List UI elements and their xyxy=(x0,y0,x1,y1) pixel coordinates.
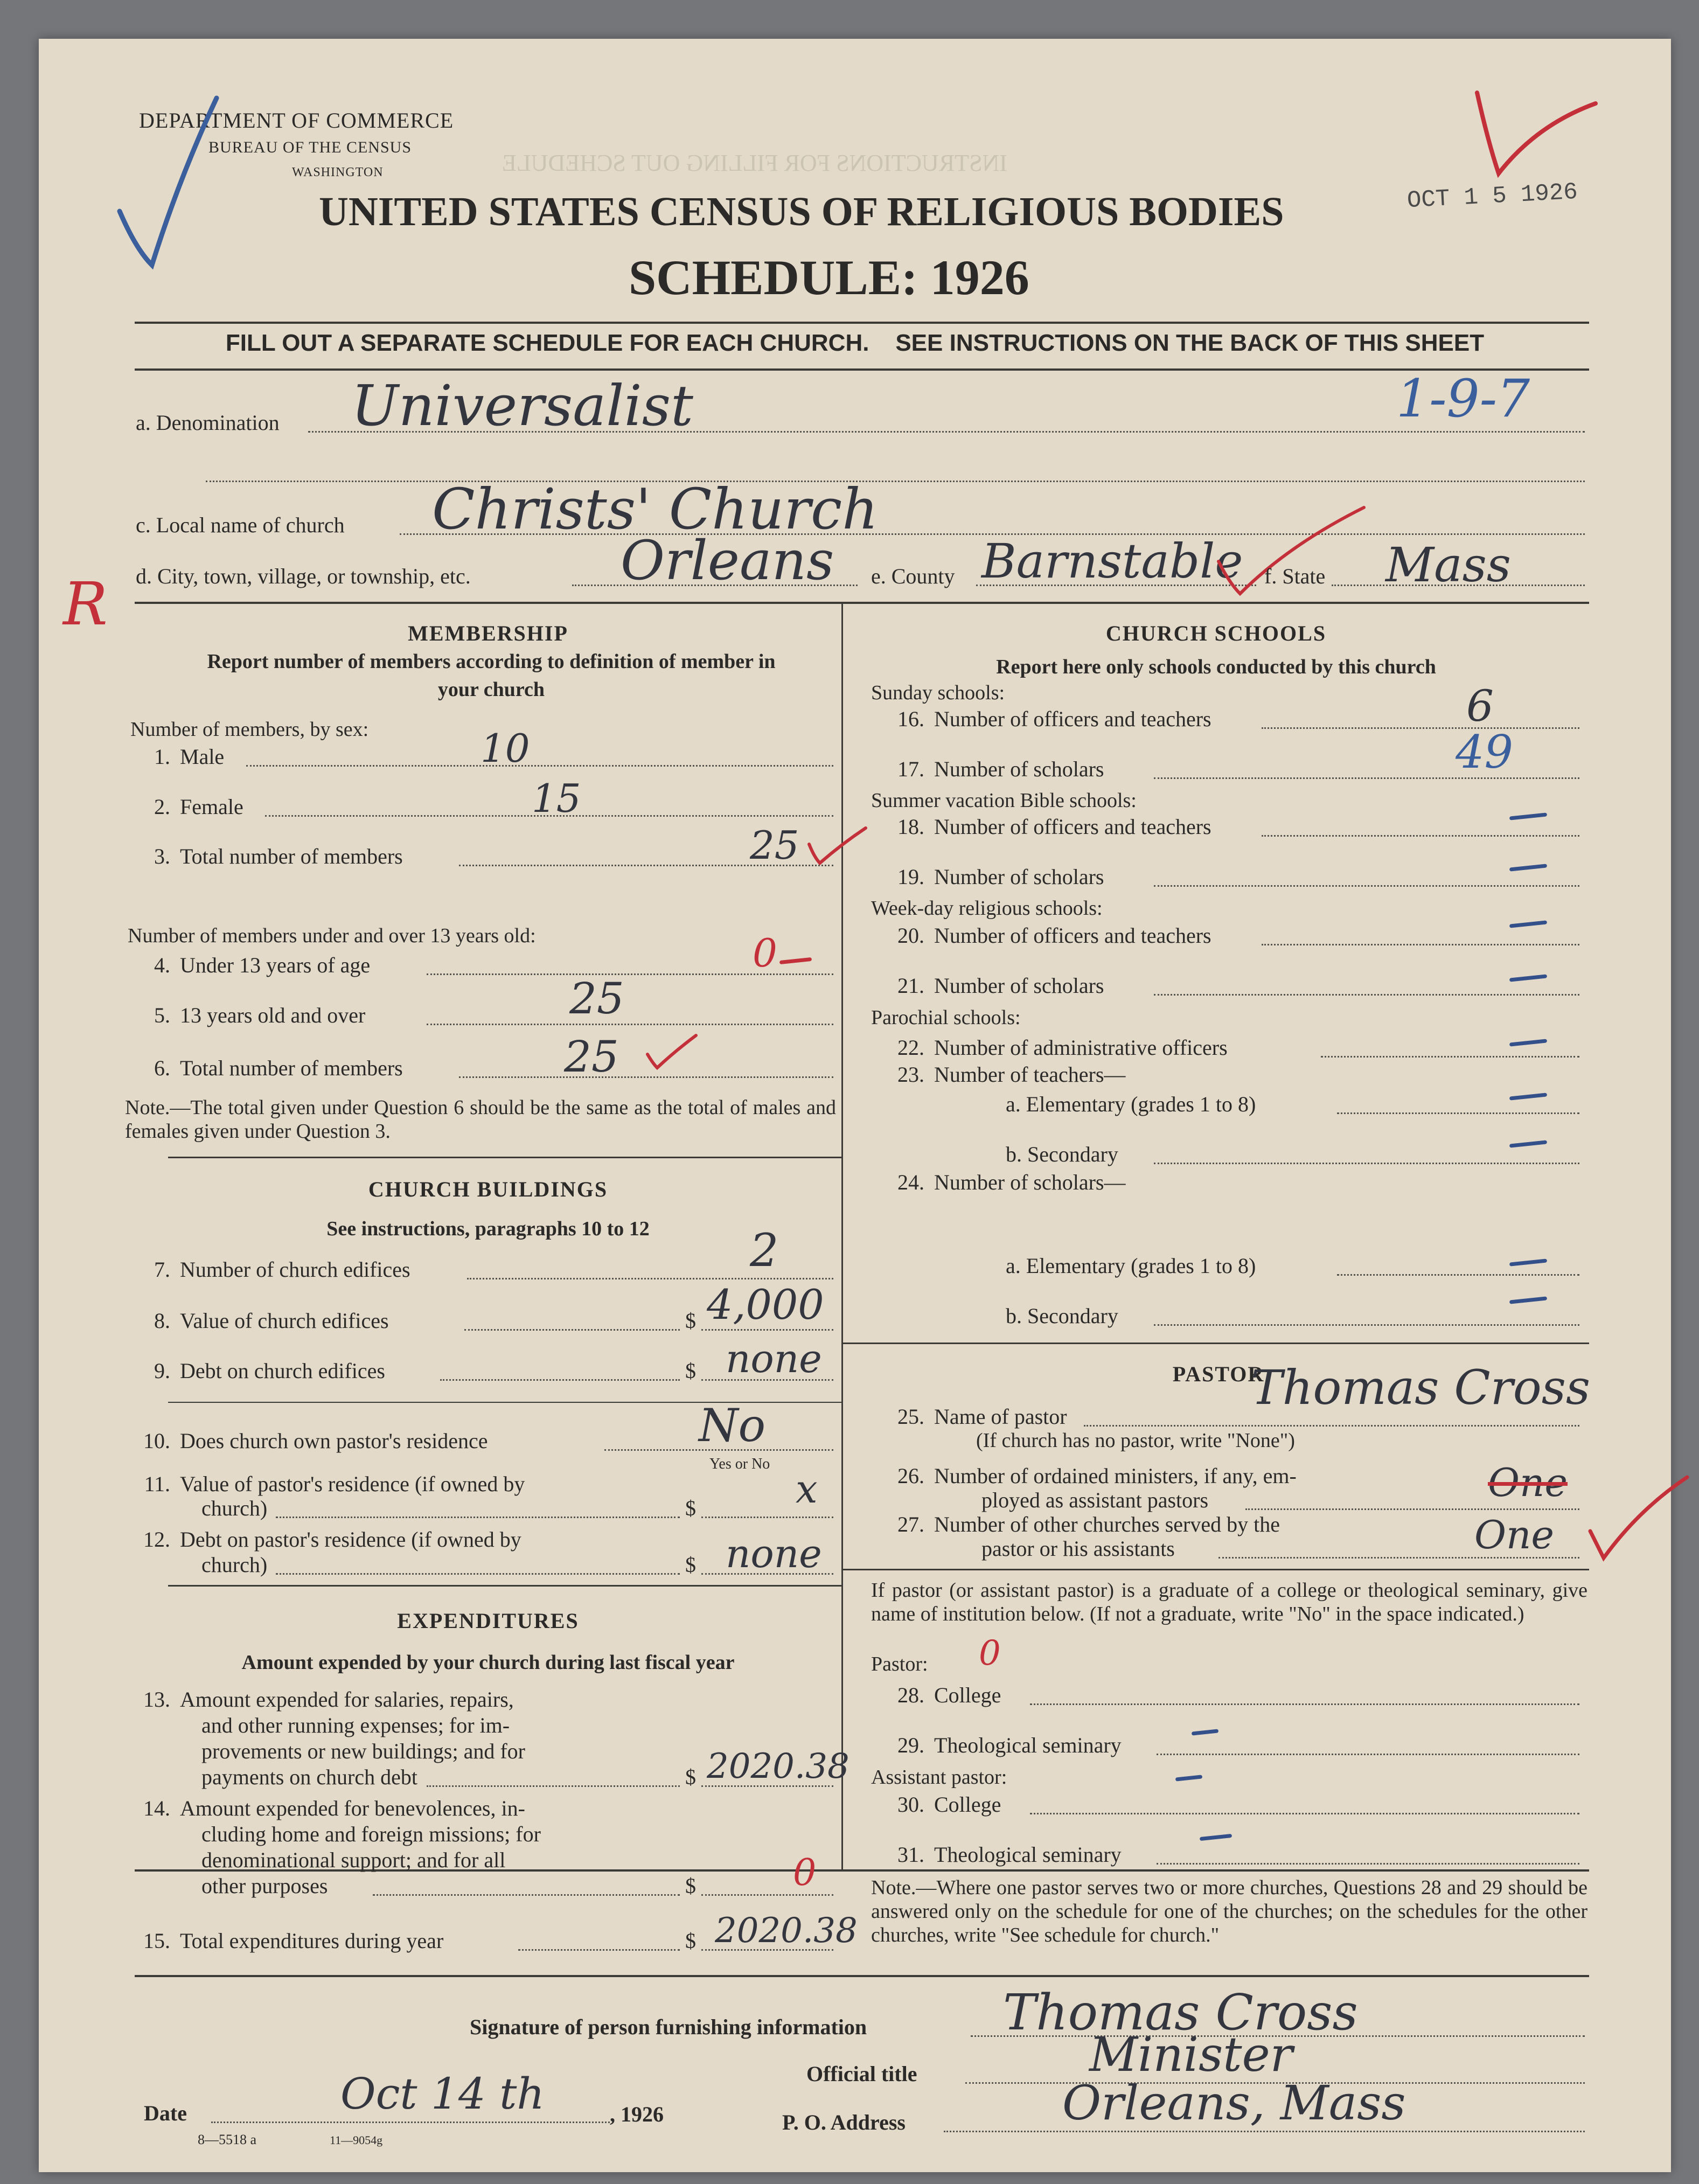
census-form-sheet xyxy=(39,39,1671,2172)
denomination-label: a. Denomination xyxy=(136,411,280,435)
q2-female-value[interactable]: 15 xyxy=(532,776,581,821)
date-line xyxy=(211,2122,610,2123)
q8-value-label: 8. Value of church edifices xyxy=(154,1309,389,1333)
form-title: UNITED STATES CENSUS OF RELIGIOUS BODIES xyxy=(319,189,1284,234)
q17-value[interactable]: 49 xyxy=(1456,726,1513,778)
yes-or-no-caption: Yes or No xyxy=(709,1456,770,1472)
q20-leader xyxy=(1262,944,1579,945)
q10-value[interactable]: No xyxy=(699,1399,766,1452)
members-by-age-heading: Number of members under and over 13 years old: xyxy=(128,924,536,947)
members-by-sex-heading: Number of members, by sex: xyxy=(130,718,369,741)
buildings-rule xyxy=(168,1585,841,1587)
q25-value[interactable]: Thomas Cross xyxy=(1251,1360,1591,1415)
q29-label: 29. Theological seminary xyxy=(897,1733,1122,1757)
pastor-title: PASTOR xyxy=(1172,1362,1265,1386)
official-title-label: Official title xyxy=(806,2062,917,2086)
q24a-dash xyxy=(1509,1258,1547,1266)
q14-label-line2: cluding home and foreign missions; for xyxy=(201,1822,541,1846)
graduate-instructions: If pastor (or assistant pastor) is a graduate of a college or theological seminary, give name of institution below. (If not a graduate, write "No" in the space indicated.) xyxy=(871,1579,1587,1625)
q29-leader xyxy=(1157,1754,1579,1755)
q31-leader xyxy=(1157,1863,1579,1865)
q24b-dash xyxy=(1509,1296,1547,1304)
q6-total-label: 6. Total number of members xyxy=(154,1056,403,1080)
separate-schedule-instruction: FILL OUT A SEPARATE SCHEDULE FOR EACH CHURCH. SEE INSTRUCTIONS ON THE BACK OF THIS SHEET xyxy=(225,330,1485,356)
q14-value[interactable]: 0 xyxy=(793,1852,817,1894)
expenditures-subtitle: Amount expended by your church during last fiscal year xyxy=(241,1651,735,1674)
q13-leader xyxy=(427,1785,680,1787)
received-date-stamp: OCT 1 5 1926 xyxy=(1406,178,1578,215)
footer-rule xyxy=(135,1975,1589,1977)
q22-leader xyxy=(1321,1056,1579,1058)
q19-dash xyxy=(1509,864,1547,871)
buildings-subtitle: See instructions, paragraphs 10 to 12 xyxy=(326,1218,650,1240)
q7-edifices-label: 7. Number of church edifices xyxy=(154,1257,410,1282)
q6-red-check-icon xyxy=(642,1030,701,1073)
q24a-label: a. Elementary (grades 1 to 8) xyxy=(1006,1254,1256,1278)
q31-label: 31. Theological seminary xyxy=(897,1842,1122,1867)
q13-dollar-sign: $ xyxy=(685,1765,696,1789)
q2-female-label: 2. Female xyxy=(154,795,243,819)
date-value[interactable]: Oct 14 th xyxy=(340,2069,545,2119)
schools-subtitle: Report here only schools conducted by this church xyxy=(996,656,1436,678)
q13-label-line4: payments on church debt xyxy=(201,1765,417,1789)
print-number: 11—9054g xyxy=(330,2133,383,2147)
q21-dash xyxy=(1509,974,1547,982)
q25-leader xyxy=(1084,1425,1579,1427)
q3-total-label: 3. Total number of members xyxy=(154,844,403,868)
q20-dash xyxy=(1509,920,1547,928)
sunday-schools-heading: Sunday schools: xyxy=(871,681,1005,704)
q5-over13-label: 5. 13 years old and over xyxy=(154,1003,366,1027)
q14-label-line4: other purposes xyxy=(201,1874,328,1898)
q19-label: 19. Number of scholars xyxy=(897,865,1104,889)
q13-label-line2: and other running expenses; for im- xyxy=(201,1713,510,1737)
q23a-dash xyxy=(1509,1093,1547,1100)
q23a-label: a. Elementary (grades 1 to 8) xyxy=(1006,1092,1256,1116)
buildings-title: CHURCH BUILDINGS xyxy=(368,1177,608,1201)
q14-label-line3: denominational support; and for all xyxy=(201,1848,506,1872)
pastor-subheading: Pastor: xyxy=(871,1653,928,1675)
form-number: 8—5518 a xyxy=(198,2132,257,2147)
q12-label-cont: church) xyxy=(201,1553,268,1577)
q4-under13-value[interactable]: 0 xyxy=(753,930,777,976)
q31-dash xyxy=(1200,1834,1232,1841)
q8-dollar-sign: $ xyxy=(685,1309,696,1333)
q11-value[interactable]: x xyxy=(796,1466,818,1512)
bureau-city: WASHINGTON xyxy=(292,165,384,179)
q15-leader xyxy=(518,1949,680,1951)
city-value[interactable]: Orleans xyxy=(621,529,834,592)
q27-label-cont: pastor or his assistants xyxy=(981,1536,1175,1561)
schools-rule xyxy=(843,1343,1589,1344)
q17-label: 17. Number of scholars xyxy=(897,757,1104,781)
q14-amount-line xyxy=(701,1894,833,1896)
q11-amount-line xyxy=(701,1517,833,1518)
q1-male-value[interactable]: 10 xyxy=(481,726,530,771)
summer-schools-heading: Summer vacation Bible schools: xyxy=(871,789,1137,812)
q28-leader xyxy=(1030,1703,1579,1705)
q14-leader xyxy=(373,1894,680,1896)
county-red-check-icon xyxy=(1208,502,1369,610)
q12-value[interactable]: none xyxy=(726,1531,822,1576)
pastor-rule xyxy=(843,1569,1589,1570)
reverse-side-heading: INSTRUCTIONS FOR FILLING OUT SCHEDULE xyxy=(502,150,1007,176)
header-rule-top xyxy=(135,322,1589,324)
q11-label-cont: church) xyxy=(201,1496,268,1520)
q7-edifices-value[interactable]: 2 xyxy=(750,1224,779,1277)
q21-leader xyxy=(1154,994,1579,996)
q9-debt-label: 9. Debt on church edifices xyxy=(154,1359,385,1383)
q1-male-label: 1. Male xyxy=(154,745,225,769)
q12-leader xyxy=(276,1573,680,1575)
weekday-schools-heading: Week-day religious schools: xyxy=(871,897,1103,920)
q8-leader xyxy=(464,1329,680,1331)
q3-total-value[interactable]: 25 xyxy=(750,823,799,868)
q24a-leader xyxy=(1337,1274,1579,1276)
q14-dollar-sign: $ xyxy=(685,1874,696,1898)
membership-title: MEMBERSHIP xyxy=(408,621,568,645)
q13-running-expenses-label: 13. Amount expended for salaries, repairs, xyxy=(143,1687,514,1712)
denomination-second-line xyxy=(206,481,1585,482)
q11-pastor-residence-value-label: 11. Value of pastor's residence (if owned by xyxy=(144,1472,525,1496)
q11-dollar-sign: $ xyxy=(685,1496,696,1520)
state-label: f. State xyxy=(1264,564,1326,588)
q5-over13-value[interactable]: 25 xyxy=(569,973,624,1024)
q1-leader xyxy=(246,765,833,767)
q26-leader xyxy=(1245,1508,1579,1510)
q22-dash xyxy=(1509,1039,1547,1046)
margin-mark: R xyxy=(63,569,108,638)
red-checkmark-icon xyxy=(1466,71,1601,190)
q23a-leader xyxy=(1337,1112,1579,1114)
header-rule-bottom xyxy=(135,368,1589,371)
q15-value[interactable]: 2020.38 xyxy=(715,1911,858,1951)
bureau-name: BUREAU OF THE CENSUS xyxy=(208,138,412,156)
membership-rule xyxy=(168,1157,841,1158)
q9-leader xyxy=(440,1379,680,1381)
q25-label: 25. Name of pastor xyxy=(897,1404,1067,1429)
department-name: DEPARTMENT OF COMMERCE xyxy=(139,108,454,133)
q30-dash xyxy=(1175,1775,1202,1781)
state-value[interactable]: Mass xyxy=(1385,537,1511,593)
q24b-label: b. Secondary xyxy=(1006,1304,1118,1328)
official-title-value[interactable]: Minister xyxy=(1089,2027,1293,2082)
q16-label: 16. Number of officers and teachers xyxy=(897,707,1211,731)
q10-residence-label: 10. Does church own pastor's residence xyxy=(143,1429,488,1453)
q8-amount-line xyxy=(701,1329,833,1331)
q9-dollar-sign: $ xyxy=(685,1359,696,1383)
section-rule-top xyxy=(135,602,1589,604)
pastor-note: Note.—Where one pastor serves two or more churches, Questions 28 and 29 should be answered only on the schedule for one of the churches; on the schedules for the other churches, write "See schedule for church." xyxy=(871,1876,1587,1946)
file-number: 1-9-7 xyxy=(1396,368,1530,429)
q16-leader xyxy=(1262,727,1579,729)
q22-label: 22. Number of administrative officers xyxy=(897,1035,1228,1060)
q17-leader xyxy=(1154,777,1579,779)
q6-leader xyxy=(459,1076,833,1078)
q12-pastor-residence-debt-label: 12. Debt on pastor's residence (if owned by xyxy=(143,1527,521,1552)
date-year: , 1926 xyxy=(610,2102,664,2126)
q13-label-line3: provements or new buildings; and for xyxy=(201,1739,525,1763)
q23-label: 23. Number of teachers— xyxy=(897,1062,1126,1087)
q27-label: 27. Number of other churches served by the xyxy=(897,1512,1280,1536)
q30-leader xyxy=(1030,1813,1579,1814)
q30-label: 30. College xyxy=(897,1792,1001,1817)
po-address-label: P. O. Address xyxy=(782,2110,906,2134)
pastor-graduate-mark: 0 xyxy=(979,1633,1001,1673)
q26-label: 26. Number of ordained ministers, if any, em- xyxy=(897,1464,1297,1488)
q21-label: 21. Number of scholars xyxy=(897,973,1104,998)
q19-leader xyxy=(1154,885,1579,887)
po-address-line xyxy=(944,2131,1585,2132)
membership-note: Note.—The total given under Question 6 should be the same as the total of males and females given under Question 3. xyxy=(125,1096,836,1143)
q29-dash xyxy=(1192,1729,1218,1735)
county-label: e. County xyxy=(871,564,955,588)
q4-under13-label: 4. Under 13 years of age xyxy=(154,953,371,977)
membership-subtitle: Report number of members according to definition of member in your church xyxy=(207,650,776,701)
parochial-schools-heading: Parochial schools: xyxy=(871,1006,1021,1029)
q15-dollar-sign: $ xyxy=(685,1929,696,1953)
q3-red-check-icon xyxy=(804,823,868,871)
q7-leader xyxy=(467,1278,833,1279)
q26-value[interactable]: One xyxy=(1488,1460,1568,1505)
q18-leader xyxy=(1262,835,1579,837)
q18-dash xyxy=(1509,812,1547,820)
local-name-label: c. Local name of church xyxy=(136,513,345,537)
county-value[interactable]: Barnstable xyxy=(981,533,1243,589)
q23b-dash xyxy=(1509,1140,1547,1147)
q23b-label: b. Secondary xyxy=(1006,1142,1118,1166)
q24-label: 24. Number of scholars— xyxy=(897,1170,1126,1194)
q8-value[interactable]: 4,000 xyxy=(707,1281,824,1329)
column-divider xyxy=(841,602,843,1870)
q28-label: 28. College xyxy=(897,1683,1001,1707)
q25-hint: (If church has no pastor, write "None") xyxy=(976,1429,1295,1452)
q5-leader xyxy=(427,1024,833,1025)
q27-red-check-icon xyxy=(1585,1472,1693,1563)
signature-label: Signature of person furnishing information xyxy=(470,2015,867,2039)
po-address-value[interactable]: Orleans, Mass xyxy=(1062,2075,1406,2131)
q4-red-dash xyxy=(779,957,812,964)
q13-value[interactable]: 2020.38 xyxy=(707,1747,850,1786)
q15-total-expenditures-label: 15. Total expenditures during year xyxy=(143,1929,444,1953)
q26-label-cont: ployed as assistant pastors xyxy=(981,1488,1209,1512)
q27-value[interactable]: One xyxy=(1474,1512,1555,1557)
q6-total-value[interactable]: 25 xyxy=(564,1032,619,1082)
q12-dollar-sign: $ xyxy=(685,1553,696,1577)
q24b-leader xyxy=(1154,1324,1579,1326)
q20-label: 20. Number of officers and teachers xyxy=(897,923,1211,948)
blue-checkmark-icon xyxy=(114,87,222,281)
denomination-value[interactable]: Universalist xyxy=(351,373,693,439)
schools-title: CHURCH SCHOOLS xyxy=(1105,621,1327,645)
local-name-value[interactable]: Christs' Church xyxy=(432,476,879,542)
expenditures-title: EXPENDITURES xyxy=(397,1609,579,1633)
assistant-pastor-subheading: Assistant pastor: xyxy=(871,1766,1007,1789)
q18-label: 18. Number of officers and teachers xyxy=(897,815,1211,839)
q16-value[interactable]: 6 xyxy=(1466,681,1494,731)
schedule-year: SCHEDULE: 1926 xyxy=(629,250,1029,305)
q9-value[interactable]: none xyxy=(726,1336,822,1381)
q11-leader xyxy=(276,1517,680,1518)
q14-benevolences-label: 14. Amount expended for benevolences, in- xyxy=(143,1796,525,1820)
date-label: Date xyxy=(144,2101,187,2125)
signature-value[interactable]: Thomas Cross xyxy=(1003,1984,1358,2041)
q23b-leader xyxy=(1154,1163,1579,1164)
city-label: d. City, town, village, or township, etc. xyxy=(136,564,471,588)
